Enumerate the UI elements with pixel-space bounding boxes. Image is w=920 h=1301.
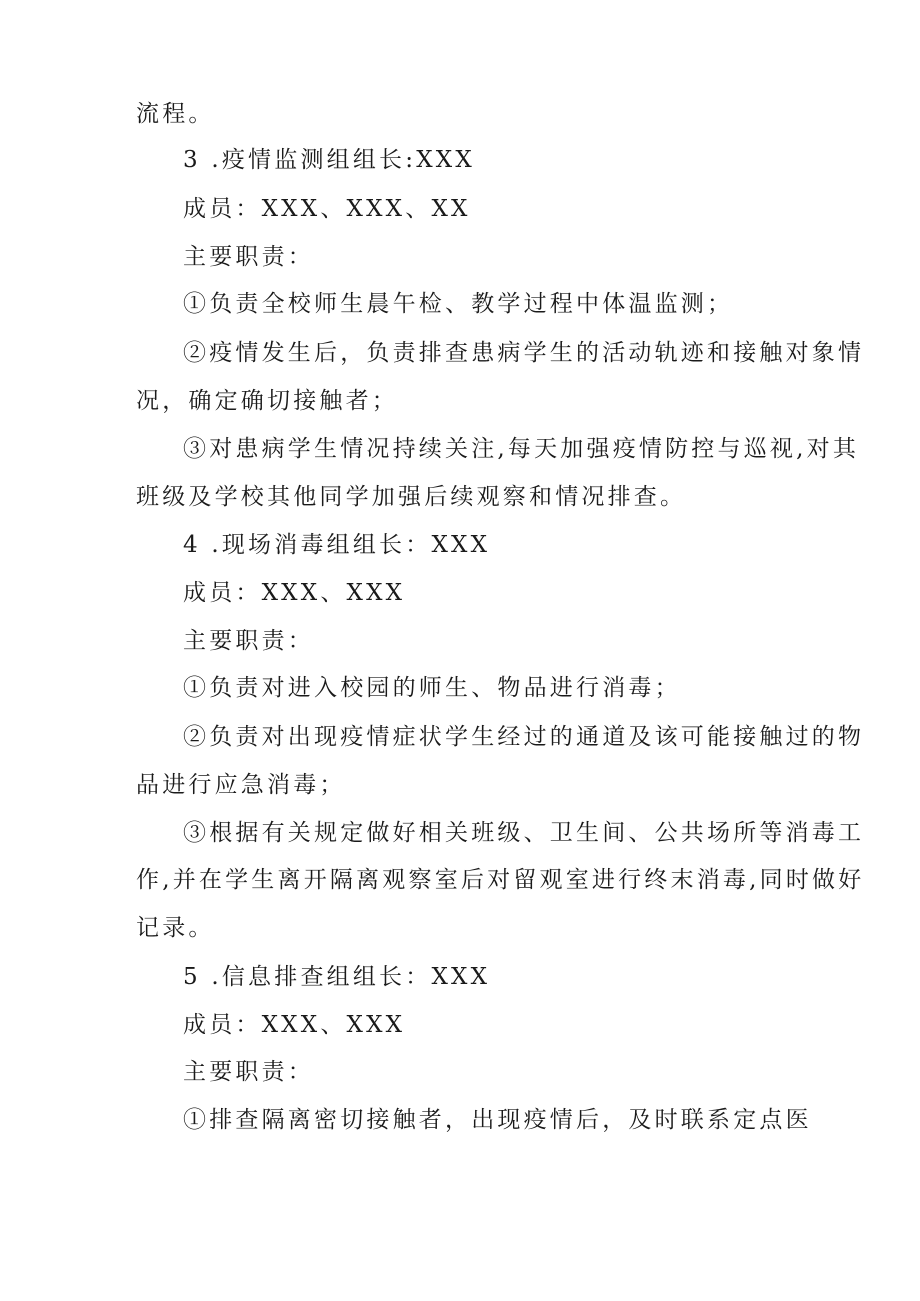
- members-line: 成员：XXX、XXX: [183, 580, 406, 606]
- duty-item: ①排查隔离密切接触者，出现疫情后，及时联系定点医: [183, 1107, 812, 1133]
- duty-item: ②负责对出现疫情症状学生经过的通道及该可能接触过的物: [183, 724, 865, 750]
- duty-item: ①负责全校师生晨午检、教学过程中体温监测；: [183, 291, 734, 317]
- duty-item-continuation: 班级及学校其他同学加强后续观察和情况排查。: [136, 484, 687, 510]
- duty-item-continuation: 况，确定确切接触者；: [136, 388, 398, 414]
- section-heading-info-screening: 5 .信息排查组组长：XXX: [183, 964, 491, 990]
- duty-item: ①负责对进入校园的师生、物品进行消毒；: [183, 675, 681, 701]
- members-line: 成员：XXX、XXX、XX: [183, 196, 471, 222]
- duty-item-continuation: 记录。: [136, 915, 215, 941]
- section-heading-epidemic-monitoring: 3 .疫情监测组组长:XXX: [183, 147, 475, 173]
- members-line: 成员：XXX、XXX: [183, 1012, 406, 1038]
- duty-item: ③对患病学生情况持续关注,每天加强疫情防控与巡视,对其: [183, 436, 860, 462]
- duties-label: 主要职责：: [183, 1059, 314, 1085]
- duties-label: 主要职责：: [183, 244, 314, 270]
- text-line-continuation: 流程。: [136, 101, 215, 127]
- duties-label: 主要职责：: [183, 628, 314, 654]
- duty-item: ②疫情发生后，负责排查患病学生的活动轨迹和接触对象情: [183, 340, 865, 366]
- duty-item: ③根据有关规定做好相关班级、卫生间、公共场所等消毒工: [183, 820, 865, 846]
- duty-item-continuation: 作,并在学生离开隔离观察室后对留观室进行终末消毒,同时做好: [136, 867, 865, 893]
- duty-item-continuation: 品进行应急消毒；: [136, 772, 346, 798]
- section-heading-disinfection: 4 .现场消毒组组长：XXX: [183, 532, 491, 558]
